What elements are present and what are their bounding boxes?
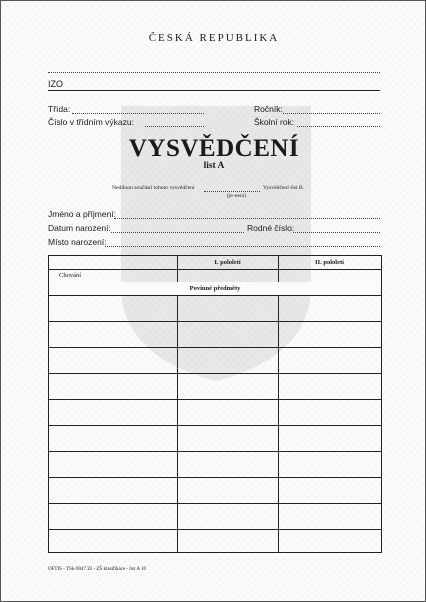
birth-place-field[interactable] bbox=[105, 246, 380, 247]
grade-year-field[interactable] bbox=[283, 113, 380, 114]
class-label: Třída: bbox=[48, 104, 71, 114]
izo-label: IZO bbox=[48, 79, 63, 89]
subjects-header: Povinné předměty bbox=[189, 285, 241, 292]
school-year-field[interactable] bbox=[297, 126, 380, 127]
birth-number-field[interactable] bbox=[293, 232, 380, 233]
birth-date-field[interactable] bbox=[111, 232, 244, 233]
izo-line[interactable] bbox=[48, 90, 380, 91]
form-code: OFTIS - TSk-9047 Zš - ZŠ klasifikace - list A 10 bbox=[48, 567, 146, 572]
birth-number-label: Rodné číslo: bbox=[247, 223, 295, 233]
name-field[interactable] bbox=[114, 218, 380, 219]
attachment-field[interactable] bbox=[204, 191, 260, 192]
attachment-note-left: Nedílnou součástí tohoto vysvědčení bbox=[112, 185, 195, 191]
birth-place-label: Místo narození: bbox=[48, 237, 107, 247]
school-name-line[interactable] bbox=[48, 72, 380, 73]
school-year-label: Školní rok: bbox=[254, 117, 295, 127]
grades-table bbox=[48, 255, 382, 553]
country-heading: ČESKÁ REPUBLIKA bbox=[148, 32, 280, 44]
attachment-note-sub: (je-není) bbox=[227, 193, 247, 199]
second-term-header: II. pololetí bbox=[315, 259, 344, 266]
attachment-note-right: Vysvědčení-list B. bbox=[263, 185, 305, 191]
first-term-header: I. pololetí bbox=[214, 259, 241, 266]
register-number-label: Číslo v třídním výkazu: bbox=[48, 117, 134, 127]
behavior-label: Chování bbox=[59, 272, 82, 279]
grade-year-label: Ročník: bbox=[254, 104, 283, 114]
name-label: Jméno a příjmení: bbox=[48, 209, 117, 219]
register-number-field[interactable] bbox=[145, 126, 204, 127]
document-title: VYSVĚDČENÍ bbox=[128, 135, 300, 162]
birth-date-label: Datum narození: bbox=[48, 223, 111, 233]
class-field[interactable] bbox=[72, 113, 204, 114]
document-subtitle: list A bbox=[203, 161, 225, 171]
